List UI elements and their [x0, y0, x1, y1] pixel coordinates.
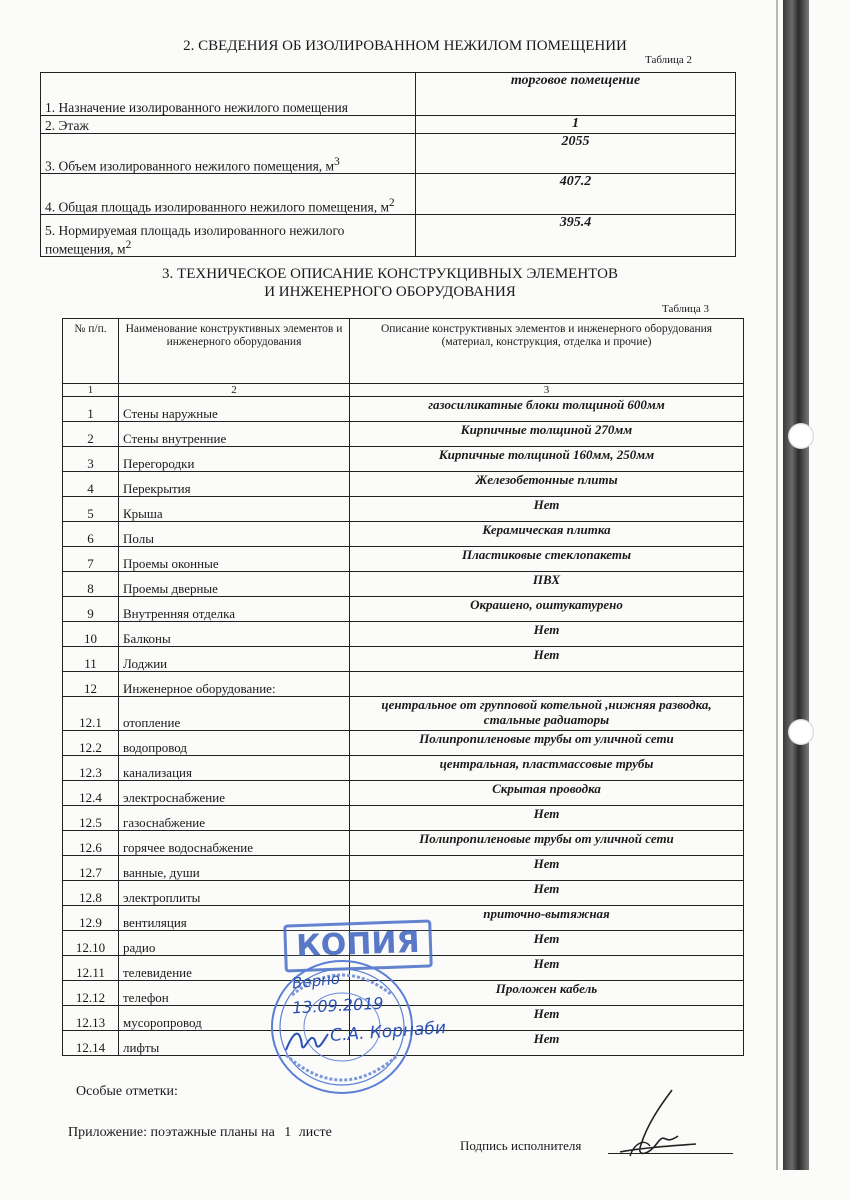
row-value: 1 [416, 116, 736, 134]
row-name: Крыша [119, 497, 350, 522]
row-number: 8 [63, 572, 119, 597]
row-name: телефон [119, 981, 350, 1006]
special-notes: Особые отметки: [76, 1084, 178, 1099]
row-number: 1 [63, 397, 119, 422]
row-description: Нет [350, 806, 744, 831]
header-name: Наименование конструктивных элементов и инженерного оборудования [119, 319, 350, 384]
table-row [63, 622, 744, 647]
row-name: Перегородки [119, 447, 350, 472]
row-description: Железобетонные плиты [350, 472, 744, 497]
certified-date: 13.09.2019 [291, 993, 385, 1018]
section2-title: 2. СВЕДЕНИЯ ОБ ИЗОЛИРОВАННОМ НЕЖИЛОМ ПОМЕЩЕНИИ [183, 38, 627, 54]
row-description: Полипропиленовые трубы от уличной сети [350, 731, 744, 756]
row-number: 5 [63, 497, 119, 522]
row-description: приточно-вытяжная [350, 906, 744, 931]
row-number: 12.4 [63, 781, 119, 806]
row-description: Нет [350, 856, 744, 881]
column-index: 1 [63, 384, 119, 397]
row-description: Проложен кабель [350, 981, 744, 1006]
row-label-cell [41, 174, 416, 215]
row-description: центральное от групповой котельной ,нижняя разводка, стальные радиаторы [350, 697, 744, 731]
row-name: Внутренняя отделка [119, 597, 350, 622]
row-description: Нет [350, 647, 744, 672]
certified-word: Верно [291, 969, 341, 993]
table-row [41, 174, 736, 215]
page-edge-line [776, 0, 778, 1170]
row-number: 12.8 [63, 881, 119, 906]
section3-title-line2: И ИНЖЕНЕРНОГО ОБОРУДОВАНИЯ [264, 284, 516, 300]
row-number: 12.13 [63, 1006, 119, 1031]
row-name: вентиляция [119, 906, 350, 931]
row-name: газоснабжение [119, 806, 350, 831]
row-number: 7 [63, 547, 119, 572]
unit-superscript: 2 [389, 196, 395, 209]
table-row [41, 116, 736, 134]
row-value: торговое помещение [416, 73, 736, 116]
row-description: Кирпичные толщиной 160мм, 250мм [350, 447, 744, 472]
row-label: 2. Этаж [41, 116, 416, 134]
table-row [63, 397, 744, 422]
table-row [63, 806, 744, 831]
row-description: ПВХ [350, 572, 744, 597]
table-row [63, 831, 744, 856]
row-label-cell [41, 134, 416, 174]
row-name: отопление [119, 697, 350, 731]
row-name: Полы [119, 522, 350, 547]
table-row [63, 672, 744, 697]
row-number: 12.1 [63, 697, 119, 731]
row-number: 12.7 [63, 856, 119, 881]
row-name: водопровод [119, 731, 350, 756]
row-name: Стены наружные [119, 397, 350, 422]
row-value: 407.2 [416, 174, 736, 215]
row-number: 12.9 [63, 906, 119, 931]
row-name: лифты [119, 1031, 350, 1056]
row-description: центральная, пластмассовые трубы [350, 756, 744, 781]
row-description: Керамическая плитка [350, 522, 744, 547]
row-name: мусоропровод [119, 1006, 350, 1031]
row-name: Перекрытия [119, 472, 350, 497]
table2 [40, 72, 736, 257]
row-description: Пластиковые стеклопакеты [350, 547, 744, 572]
row-number: 6 [63, 522, 119, 547]
row-description: Нет [350, 1031, 744, 1056]
row-number: 12.2 [63, 731, 119, 756]
row-label: 5. Нормируемая площадь изолированного нежилого помещения, м [45, 222, 345, 256]
column-index: 2 [119, 384, 350, 397]
row-description: Нет [350, 931, 744, 956]
column-index-row [63, 384, 744, 397]
table-row [63, 522, 744, 547]
table-row [41, 73, 736, 116]
table-row [63, 881, 744, 906]
section3-title-line1: 3. ТЕХНИЧЕСКОЕ ОПИСАНИЕ КОНСТРУКЦИВНЫХ ЭЛЕМЕНТОВ [162, 266, 618, 282]
copy-stamp: КОПИЯ [283, 919, 433, 972]
certified-name: С.А. Корнаби [329, 1017, 447, 1047]
signature-label: Подпись исполнителя [460, 1138, 582, 1153]
row-name: канализация [119, 756, 350, 781]
row-description: Нет [350, 1006, 744, 1031]
row-name: телевидение [119, 956, 350, 981]
table-row [63, 472, 744, 497]
header-desc: Описание конструктивных элементов и инженерного оборудования (материал, конструкция, отделка и прочие) [350, 319, 744, 384]
appendix-prefix: Приложение: поэтажные планы на [68, 1125, 275, 1140]
row-name: Инженерное оборудование: [119, 672, 350, 697]
row-name: электроплиты [119, 881, 350, 906]
row-number: 2 [63, 422, 119, 447]
row-value: 2055 [416, 134, 736, 174]
appendix-note [68, 1125, 332, 1141]
row-number: 12.10 [63, 931, 119, 956]
table-row [63, 756, 744, 781]
table-row [63, 447, 744, 472]
row-number: 12.5 [63, 806, 119, 831]
row-description: Скрытая проводка [350, 781, 744, 806]
table-row [63, 731, 744, 756]
row-name: Проемы дверные [119, 572, 350, 597]
row-description: Нет [350, 956, 744, 981]
column-index: 3 [350, 384, 744, 397]
table-row [63, 597, 744, 622]
row-name: электроснабжение [119, 781, 350, 806]
row-label: 3. Объем изолированного нежилого помещения, м [45, 158, 335, 173]
table-row [63, 697, 744, 731]
row-number: 9 [63, 597, 119, 622]
row-label-cell [41, 215, 416, 257]
certifier-signature-icon [282, 1020, 332, 1060]
table-row [63, 781, 744, 806]
row-description: газосиликатные блоки толщиной 600мм [350, 397, 744, 422]
table-row [63, 572, 744, 597]
table3-label: Таблица 3 [662, 303, 710, 315]
row-number: 12 [63, 672, 119, 697]
row-number: 10 [63, 622, 119, 647]
table-row [41, 134, 736, 174]
row-description: Полипропиленовые трубы от уличной сети [350, 831, 744, 856]
punch-hole-bottom [788, 719, 814, 745]
row-description: Окрашено, оштукатурено [350, 597, 744, 622]
row-value: 395.4 [416, 215, 736, 257]
appendix-count: 1 [284, 1125, 292, 1140]
table-row [63, 547, 744, 572]
row-number: 12.6 [63, 831, 119, 856]
unit-superscript: 2 [125, 238, 132, 251]
row-label: 1. Назначение изолированного нежилого помещения [41, 73, 416, 116]
table-row [63, 647, 744, 672]
row-number: 4 [63, 472, 119, 497]
row-description: Нет [350, 497, 744, 522]
row-number: 12.14 [63, 1031, 119, 1056]
table-row [63, 422, 744, 447]
row-name: горячее водоснабжение [119, 831, 350, 856]
row-number: 11 [63, 647, 119, 672]
row-number: 3 [63, 447, 119, 472]
signature-icon [600, 1086, 700, 1166]
appendix-suffix: листе [298, 1125, 332, 1140]
table-header-row [63, 319, 744, 384]
row-description [350, 672, 744, 697]
row-name: Лоджии [119, 647, 350, 672]
row-description: Нет [350, 622, 744, 647]
punch-hole-top [788, 423, 814, 449]
row-description: Кирпичные толщиной 270мм [350, 422, 744, 447]
table-row [63, 856, 744, 881]
row-name: ванные, души [119, 856, 350, 881]
row-name: Балконы [119, 622, 350, 647]
row-name: Стены внутренние [119, 422, 350, 447]
row-number: 12.11 [63, 956, 119, 981]
header-num: № п/п. [63, 319, 119, 384]
row-label: 4. Общая площадь изолированного нежилого помещения, м [45, 199, 389, 214]
row-name: Проемы оконные [119, 547, 350, 572]
row-number: 12.12 [63, 981, 119, 1006]
unit-superscript: 3 [334, 155, 340, 168]
scanner-edge-strip [783, 0, 809, 1170]
row-number: 12.3 [63, 756, 119, 781]
table2-label: Таблица 2 [645, 54, 693, 66]
row-name: радио [119, 931, 350, 956]
row-description: Нет [350, 881, 744, 906]
table-row [63, 497, 744, 522]
table-row [41, 215, 736, 257]
